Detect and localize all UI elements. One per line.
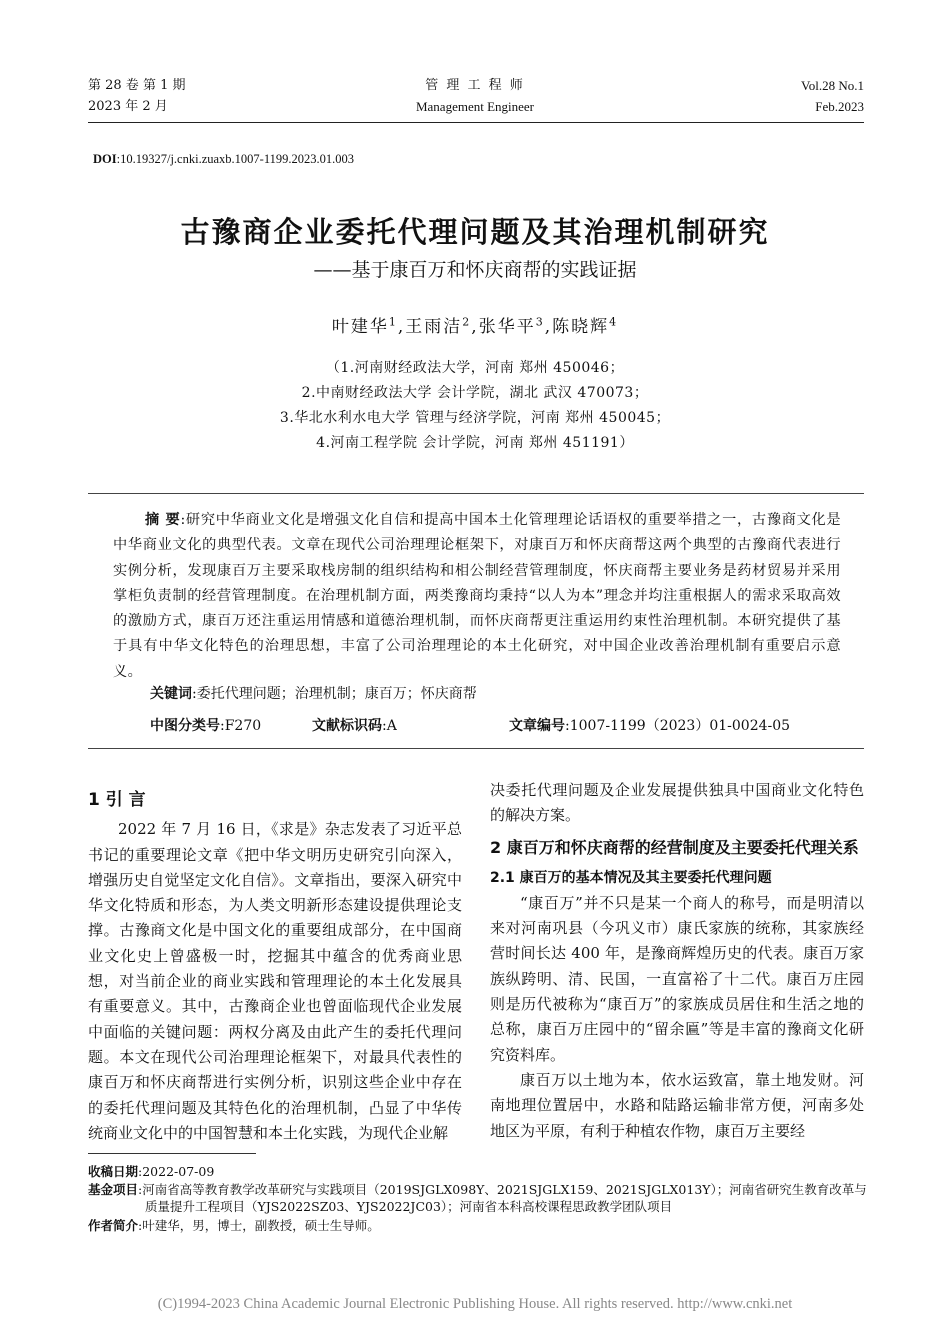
pub-date: 2023 年 2 月: [88, 99, 168, 114]
author-name: 张华平: [478, 317, 536, 337]
abstract-bottom-rule: [88, 748, 864, 749]
article-no: [509, 715, 790, 735]
fund-info: [88, 1182, 878, 1215]
author-sup: 2: [462, 315, 472, 329]
abstract-top-rule: [88, 493, 864, 494]
doc-code: [312, 715, 397, 735]
abstract-label: 摘 要: [145, 512, 181, 528]
section-1-paragraph-cont: 决委托代理问题及企业发展提供独具中国商业文化特色的解决方案。: [490, 781, 864, 825]
keywords-value: :委托代理问题；治理机制；康百万；怀庆商帮: [192, 686, 477, 702]
author-sup: 1: [388, 315, 398, 329]
clc: [150, 715, 261, 735]
section-2-1-paragraph: 康百万以土地为本，依水运致富，靠土地发财。河南地理位置居中，水路和陆路运输非常方便，河南多处地区为平原，有利于种植农作物，康百万主要经: [490, 1070, 864, 1140]
paper-subtitle: ——基于康百万和怀庆商帮的实践证据: [313, 259, 637, 281]
volume-issue: 第 28 卷 第 1 期: [88, 78, 186, 93]
article-no-label: 文章编号: [509, 718, 565, 734]
author-name: 陈晓辉: [552, 317, 610, 337]
journal-name-cn: 管 理 工 程 师: [425, 78, 525, 93]
abstract-text: :研究中华商业文化是增强文化自信和提高中国本土化管理理论话语权的重要举措之一，古豫商文化是中华商业文化的典型代表。文章在现代公司治理理论框架下，对康百万和怀庆商帮这两个典型的古豫商代表进行实例分析，发现康百万主要采取栈房制的组织结构和相公制经营管理制度，怀庆商帮主要业务是药材贸易并采用掌柜负责制的经营管理制度。在治理机制方面，两类豫商均秉持“以人为本”理念并均注重根据人的需求采取高效的激励方式，康百万还注重运用情感和道德治理机制，而怀庆商帮更注重运用约束性治理机制。本研究提供了基于具有中华文化特色的治理思想，丰富了公司治理理论的本土化研究，对中国企业改善治理机制有重要启示意义。: [113, 512, 841, 680]
body-right-column: [490, 778, 864, 1144]
author-info: [88, 1218, 878, 1235]
received-label: 收稿日期: [88, 1164, 139, 1179]
author-sup: 4: [609, 315, 619, 329]
author-info-value: :叶建华，男，博士，副教授，硕士生导师。: [138, 1218, 380, 1233]
copyright-footer: (C)1994-2023 China Academic Journal Electronic Publishing House. All rights reserved. http://www.cnki.net: [157, 1296, 793, 1312]
section-1-heading: 1 引 言: [88, 790, 146, 810]
author-list: 叶建华$^1$,王雨洁$^2$,张华平$^3$,陈晓辉$^4$: [331, 315, 619, 337]
clc-label: 中图分类号: [150, 718, 220, 734]
section-2-heading: 2 康百万和怀庆商帮的经营制度及主要委托代理关系: [490, 837, 859, 857]
affiliation: 2.中南财经政法大学 会计学院，湖北 武汉 470073；: [301, 385, 649, 401]
doc-code-label: 文献标识码: [312, 718, 382, 734]
section-1-paragraph: 2022 年 7 月 16 日，《求是》杂志发表了习近平总书记的重要理论文章《把中华文明历史研究引向深入，增强历史自觉坚定文化自信》。文章指出，要深入研究中华文化特质和形态，为人类文明新形态建设提供理论支撑。古豫商文化是中国文化的重要组成部分，在中国商业文化史上曾盛极一时，挖掘其中蕴含的优秀商业思想，对当前企业的商业实践和管理理论的本土化发展具有重要意义。其中，古豫商企业也曾面临现代企业发展中面临的关键问题：两权分离及由此产生的委托代理问题。本文在现代公司治理理论框架下，对最具代表性的康百万和怀庆商帮进行实例分析，识别这些企业中存在的委托代理问题及其特色化的治理机制，凸显了中华传统商业文化中的中国智慧和本土化实践，为现代企业解: [88, 820, 462, 1142]
pub-date-en: Feb.2023: [815, 99, 864, 114]
received-date: [88, 1164, 878, 1181]
journal-name-en: Management Engineer: [415, 99, 535, 114]
section-2-1-paragraph: “康百万”并不只是某一个商人的称号，而是明清以来对河南巩县（今巩义市）康氏家族的统称，其家族经营时间长达 400 年，是豫商辉煌历史的代表。康百万家族纵跨明、清、民国，一直富裕了十二代。康百万庄园则是历代被称为“康百万”的家族成员居住和生活之地的总称，康百万庄园中的“留余匾”等是丰富的豫商文化研究资料库。: [490, 893, 864, 1064]
keywords: [150, 683, 477, 703]
abstract: [113, 508, 841, 685]
footnote-rule: [88, 1153, 256, 1154]
paper-title: 古豫商企业委托代理问题及其治理机制研究: [180, 215, 770, 249]
author-info-label: 作者简介: [88, 1218, 139, 1233]
author-name: 叶建华: [331, 317, 389, 337]
header-rule: [88, 122, 864, 123]
keywords-label: 关键词: [150, 686, 192, 702]
volume-issue-en: Vol.28 No.1: [801, 78, 864, 93]
section-2-1-heading: 2.1 康百万的基本情况及其主要委托代理问题: [490, 869, 772, 886]
received-value: :2022-07-09: [138, 1164, 215, 1179]
affiliation: 3.华北水利水电大学 管理与经济学院，河南 郑州 450045；: [279, 410, 671, 426]
doc-code-value: :A: [382, 718, 397, 734]
fund-label: 基金项目: [88, 1182, 139, 1197]
doi-value: :10.19327/j.cnki.zuaxb.1007-1199.2023.01.003: [116, 152, 354, 166]
author-sup: 3: [535, 315, 545, 329]
article-no-value: :1007-1199（2023）01-0024-05: [565, 718, 791, 734]
body-left-column: [88, 788, 462, 1146]
author-name: 王雨洁: [405, 317, 463, 337]
fund-value: :河南省高等教育教学改革研究与实践项目（2019SJGLX098Y、2021SJGLX159、2021SJGLX013Y）；河南省研究生教育改革与质量提升工程项目（YJS2022SZ03、YJS2022JC03）；河南省本科高校课程思政教学团队项目: [138, 1182, 867, 1214]
doi-label: DOI: [93, 152, 117, 166]
affiliation: （1.河南财经政法大学，河南 郑州 450046；: [325, 360, 625, 376]
clc-value: :F270: [220, 718, 262, 734]
doi: [93, 152, 354, 167]
affiliation: 4.河南工程学院 会计学院，河南 郑州 451191）: [316, 435, 634, 451]
